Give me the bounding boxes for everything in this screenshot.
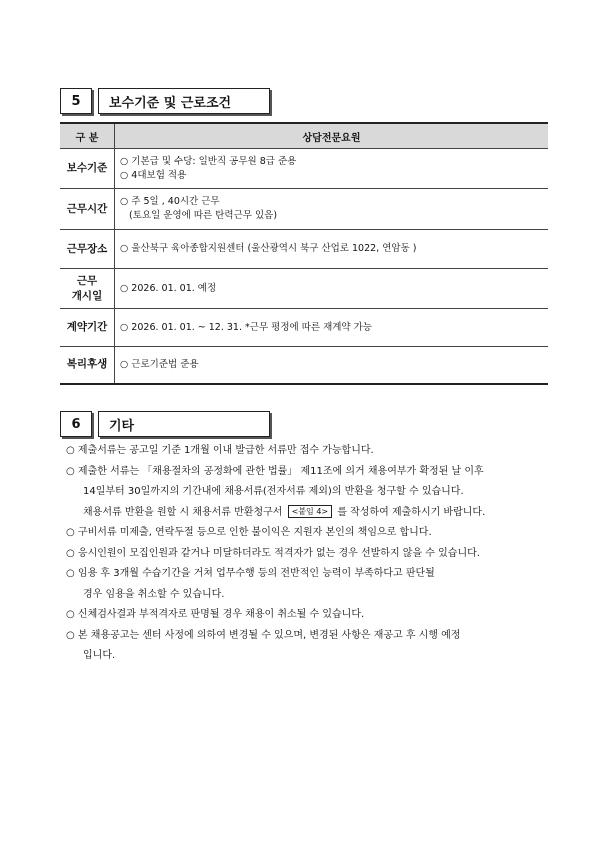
other-notes-list bbox=[66, 441, 546, 667]
section-6-number: 6 bbox=[60, 411, 92, 437]
row-content-start-date bbox=[115, 269, 549, 309]
note-item-continued: 경우 임용을 취소할 수 있습니다. bbox=[83, 588, 225, 600]
table-row-contract bbox=[60, 309, 548, 347]
working-conditions-table bbox=[60, 122, 548, 385]
note-item: ○ 제출서류는 공고일 기준 1개월 이내 발급한 서류만 접수 가능합니다. bbox=[66, 445, 374, 456]
note-item-return-request bbox=[66, 503, 546, 524]
table-row-start-date bbox=[60, 269, 548, 309]
salary-line-1: ○ 기본급 및 수당: 일반직 공무원 8급 준용 bbox=[120, 155, 297, 167]
table-row-welfare bbox=[60, 347, 548, 384]
row-content-hours bbox=[115, 189, 549, 230]
table-header-row bbox=[60, 123, 548, 149]
row-label-salary: 보수기준 bbox=[60, 149, 115, 189]
row-label-start-date bbox=[60, 269, 115, 309]
row-content-salary bbox=[115, 149, 549, 189]
section-5-number: 5 bbox=[60, 88, 92, 114]
welfare-line-1: ○ 근로기준법 준용 bbox=[120, 358, 199, 370]
return-request-text-end: 를 작성하여 제출하시기 바랍니다. bbox=[337, 506, 486, 518]
start-date-label-line-2: 개시일 bbox=[71, 289, 103, 302]
row-label-contract: 계약기간 bbox=[60, 309, 115, 347]
note-item: ○ 본 채용공고는 센터 사정에 의하여 변경될 수 있으며, 변경된 사항은 재공고 후 시행 예정 bbox=[66, 629, 461, 641]
hours-line-1: ○ 주 5일 , 40시간 근무 bbox=[120, 196, 220, 207]
table-row-salary bbox=[60, 149, 548, 189]
note-item: ○ 신체검사결과 부적격자로 판명될 경우 채용이 취소될 수 있습니다. bbox=[66, 609, 365, 620]
salary-line-2: ○ 4대보험 적용 bbox=[120, 169, 187, 181]
row-label-location: 근무장소 bbox=[60, 230, 115, 269]
section-6-header bbox=[60, 411, 270, 437]
note-item-continued: 14일부터 30일까지의 기간내에 채용서류(전자서류 제외)의 반환을 청구할 수 있습니다. bbox=[83, 486, 464, 497]
return-request-text-start: 채용서류 반환을 원할 시 채용서류 반환청구서 bbox=[83, 506, 283, 518]
section-5-title: 보수기준 및 근로조건 bbox=[98, 88, 270, 114]
row-content-location bbox=[115, 230, 549, 269]
note-item: ○ 제출한 서류는 「채용절차의 공정화에 관한 법률」 제11조에 의거 채용여부가 확정된 날 이후 bbox=[66, 465, 484, 477]
row-content-contract bbox=[115, 309, 549, 347]
contract-line-1: ○ 2026. 01. 01. ~ 12. 31. *근무 평정에 따른 재계약 가능 bbox=[120, 321, 372, 333]
note-item: ○ 임용 후 3개월 수습기간을 거쳐 업무수행 등의 전반적인 능력이 부족하다고 판단될 bbox=[66, 568, 435, 579]
section-5-header bbox=[60, 88, 270, 114]
location-line-1: ○ 울산북구 육아종합지원센터 (울산광역시 북구 산업로 1022, 연암동 ) bbox=[120, 243, 417, 254]
section-6-title: 기타 bbox=[98, 411, 270, 437]
note-item: ○ 응시인원이 모집인원과 같거나 미달하더라도 적격자가 없는 경우 선발하지 않을 수 있습니다. bbox=[66, 547, 480, 559]
header-category: 구 분 bbox=[60, 123, 115, 149]
table-row-location bbox=[60, 230, 548, 269]
attachment-4-badge: <붙임 4> bbox=[288, 505, 333, 518]
start-date-label-line-1: 근무 bbox=[76, 274, 98, 287]
row-label-welfare: 복리후생 bbox=[60, 347, 115, 384]
row-label-hours: 근무시간 bbox=[60, 189, 115, 230]
row-content-welfare bbox=[115, 347, 549, 384]
hours-line-2: (토요일 운영에 따른 탄력근무 있음) bbox=[120, 210, 278, 221]
table-row-hours bbox=[60, 189, 548, 230]
start-date-line-1: ○ 2026. 01. 01. 예정 bbox=[120, 282, 217, 294]
header-position: 상담전문요원 bbox=[115, 123, 549, 149]
note-item-continued: 입니다. bbox=[83, 650, 116, 661]
note-item: ○ 구비서류 미제출, 연락두절 등으로 인한 불이익은 지원자 본인의 책임으로 합니다. bbox=[66, 527, 432, 538]
